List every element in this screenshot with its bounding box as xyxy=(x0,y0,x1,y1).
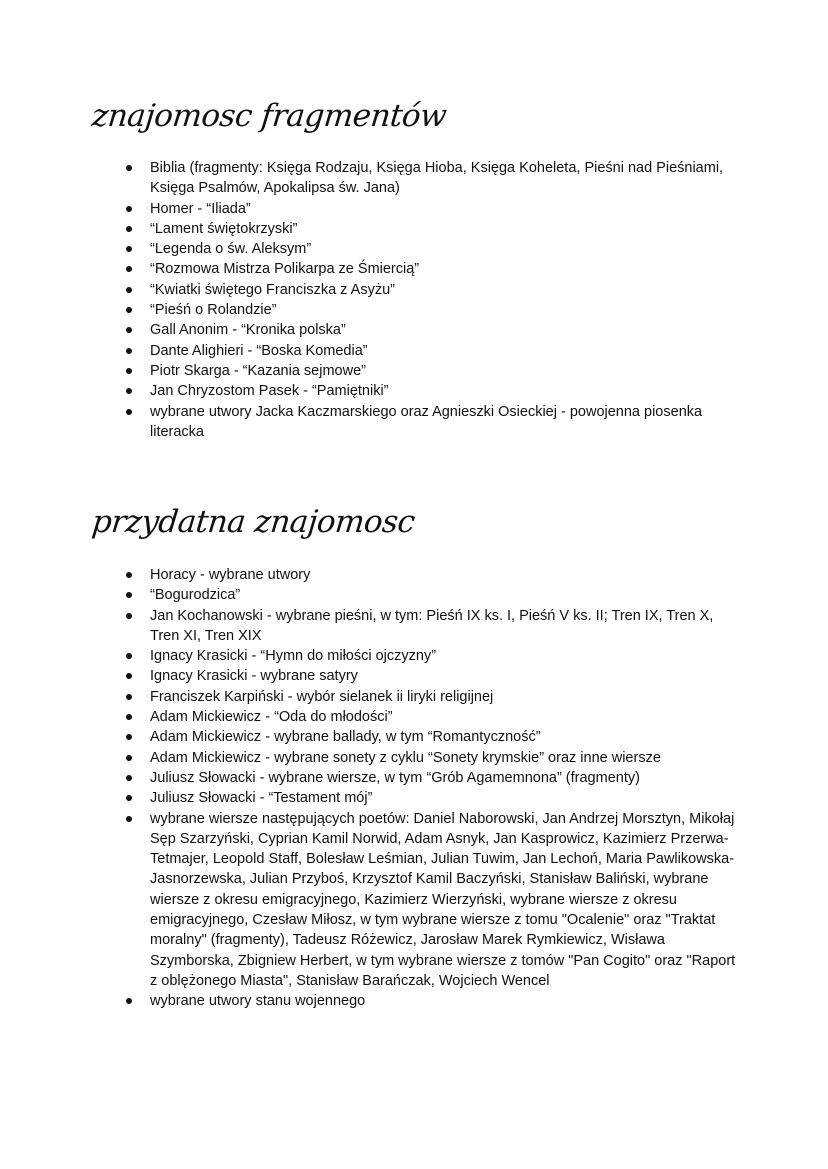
list-item-text: Ignacy Krasicki - wybrane satyry xyxy=(150,668,358,685)
list-item xyxy=(150,606,740,647)
list-item-text: “Lament świętokrzyski” xyxy=(150,220,298,237)
list-item xyxy=(150,239,740,259)
bullet-icon xyxy=(126,653,132,659)
bullet-icon xyxy=(126,348,132,354)
bullet-icon xyxy=(126,613,132,619)
list-item xyxy=(150,809,740,992)
list-item-text: Biblia (fragmenty: Księga Rodzaju, Księga Hioba, Księga Koheleta, Pieśni nad Pieśniami, Księga Psalmów, Apokalipsa św. Jana) xyxy=(150,160,724,197)
list-item xyxy=(150,666,740,686)
bullet-icon xyxy=(126,327,132,333)
fragment-knowledge-list xyxy=(150,158,740,442)
list-item xyxy=(150,768,740,788)
bullet-icon xyxy=(126,775,132,781)
bullet-icon xyxy=(126,307,132,313)
bullet-icon xyxy=(126,673,132,679)
bullet-icon xyxy=(126,714,132,720)
list-item-text: “Legenda o św. Aleksym” xyxy=(150,241,312,258)
list-item xyxy=(150,707,740,727)
list-item xyxy=(150,259,740,279)
list-item-text: “Kwiatki świętego Franciszka z Asyżu” xyxy=(150,281,395,298)
list-item xyxy=(150,280,740,300)
list-item-text: Juliusz Słowacki - “Testament mój” xyxy=(150,790,373,807)
bullet-icon xyxy=(126,734,132,740)
list-item xyxy=(150,219,740,239)
list-item-text: Juliusz Słowacki - wybrane wiersze, w tym “Grób Agamemnona” (fragmenty) xyxy=(150,769,640,786)
bullet-icon xyxy=(126,246,132,252)
list-item xyxy=(150,727,740,747)
bullet-icon xyxy=(126,816,132,822)
list-item xyxy=(150,361,740,381)
list-item-text: “Pieśń o Rolandzie” xyxy=(150,302,277,319)
list-item xyxy=(150,402,740,443)
list-item xyxy=(150,748,740,768)
bullet-icon xyxy=(126,694,132,700)
list-item-text: Adam Mickiewicz - “Oda do młodości” xyxy=(150,709,393,726)
list-item xyxy=(150,646,740,666)
bullet-icon xyxy=(126,266,132,272)
bullet-icon xyxy=(126,206,132,212)
list-item xyxy=(150,788,740,808)
list-item-text: Ignacy Krasicki - “Hymn do miłości ojczyzny” xyxy=(150,648,437,665)
section-heading-useful-knowledge: przydatna znajomosc xyxy=(90,504,417,540)
list-item-text: Adam Mickiewicz - wybrane ballady, w tym “Romantyczność” xyxy=(150,729,541,746)
bullet-icon xyxy=(126,165,132,171)
list-item xyxy=(150,565,740,585)
list-item-text: Jan Kochanowski - wybrane pieśni, w tym: Pieśń IX ks. I, Pieśń V ks. II; Tren IX, Tren X, Tren XI, Tren XIX xyxy=(150,607,714,644)
section-heading-fragment-knowledge: znajomosc fragmentów xyxy=(90,98,449,134)
list-item xyxy=(150,687,740,707)
list-item-text: Dante Alighieri - “Boska Komedia” xyxy=(150,342,368,359)
list-item xyxy=(150,341,740,361)
list-item-text: Piotr Skarga - “Kazania sejmowe” xyxy=(150,362,366,379)
bullet-icon xyxy=(126,755,132,761)
list-item-text: Adam Mickiewicz - wybrane sonety z cyklu “Sonety krymskie” oraz inne wiersze xyxy=(150,749,661,766)
bullet-icon xyxy=(126,998,132,1004)
list-item xyxy=(150,320,740,340)
bullet-icon xyxy=(126,287,132,293)
list-item-text: Horacy - wybrane utwory xyxy=(150,567,311,583)
list-item-text: wybrane utwory stanu wojennego xyxy=(150,993,366,1010)
list-item-text: wybrane wiersze następujących poetów: Daniel Naborowski, Jan Andrzej Morsztyn, Mikołaj Sęp Szarzyński, Cyprian Kamil Norwid, Adam Asnyk, Jan Kasprowicz, Kazimierz Przerwa-Tetmajer, Leopold Staff, Bolesław Leśmian, Julian Tuwim, Jan Lechoń, Maria Pawlikowska-Jasnorzewska, Julian Przyboś, Krzysztof Kamil Baczyński, Stanisław Baliński, wybrane wiersze z okresu emigracyjnego, Kazimierz Wierzyński, wybrane wiersze z okresu emigracyjnego, Czesław Miłosz, w tym wybrane wiersze z tomu "Ocalenie" oraz "Traktat moralny" (fragmenty), Tadeusz Różewicz, Jarosław Marek Rymkiewicz, Wisława Szymborska, Zbigniew Herbert, w tym wybrane wiersze z tomów "Pan Cogito" oraz "Raport z oblężonego Miasta", Stanisław Barańczak, Wojciech Wencel xyxy=(150,810,736,989)
list-item xyxy=(150,585,740,605)
list-item-text: Jan Chryzostom Pasek - “Pamiętniki” xyxy=(150,383,389,400)
list-item-text: “Rozmowa Mistrza Polikarpa ze Śmiercią” xyxy=(150,261,420,278)
list-item xyxy=(150,991,740,1011)
list-item-text: “Bogurodzica” xyxy=(150,587,241,604)
useful-knowledge-list xyxy=(150,565,740,1012)
list-item xyxy=(150,199,740,219)
list-item-text: Homer - “Iliada” xyxy=(150,200,251,217)
list-item xyxy=(150,300,740,320)
bullet-icon xyxy=(126,368,132,374)
list-item-text: Gall Anonim - “Kronika polska” xyxy=(150,322,346,339)
list-item-text: Franciszek Karpiński - wybór sielanek ii liryki religijnej xyxy=(150,688,494,705)
bullet-icon xyxy=(126,226,132,232)
list-item xyxy=(150,158,740,199)
bullet-icon xyxy=(126,592,132,598)
list-item-text: wybrane utwory Jacka Kaczmarskiego oraz Agnieszki Osieckiej - powojenna piosenka literacka xyxy=(150,403,703,440)
bullet-icon xyxy=(126,409,132,415)
list-item xyxy=(150,381,740,401)
bullet-icon xyxy=(126,795,132,801)
bullet-icon xyxy=(126,388,132,394)
bullet-icon xyxy=(126,572,132,578)
